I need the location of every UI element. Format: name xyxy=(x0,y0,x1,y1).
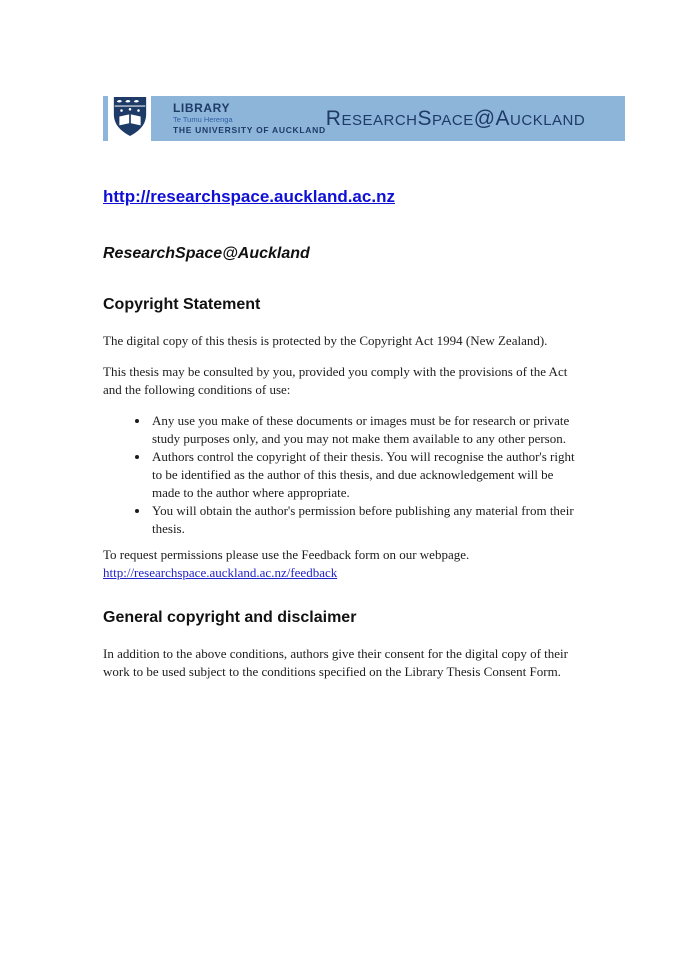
conditions-list xyxy=(103,412,581,538)
site-title: ResearchSpace@Auckland xyxy=(103,245,310,262)
general-copyright-heading: General copyright and disclaimer xyxy=(103,609,357,626)
condition-item-research-use: • Any use you make of these documents or images must be for research or private study purposes only, and you may not make them available to any other person. xyxy=(150,412,581,448)
researchspace-url-link[interactable]: http://researchspace.auckland.ac.nz xyxy=(103,187,395,206)
feedback-url-link[interactable]: http://researchspace.auckland.ac.nz/feedback xyxy=(103,565,338,580)
maori-name: Te Tumu Herenga xyxy=(173,114,233,124)
conditions-paragraph: This thesis may be consulted by you, provided you comply with the provisions of the Act and the following conditions of use: xyxy=(103,364,568,397)
permissions-text: To request permissions please use the Feedback form on our webpage. xyxy=(103,547,470,562)
copyright-intro-paragraph: The digital copy of this thesis is protected by the Copyright Act 1994 (New Zealand). xyxy=(103,333,548,348)
document-content xyxy=(103,0,581,681)
university-label: THE UNIVERSITY OF AUCKLAND xyxy=(173,124,326,135)
condition-item-author-rights: • Authors control the copyright of their thesis. You will recognise the author's right to be identified as the author of this thesis, and due acknowledgement will be made to the author where appropriate. xyxy=(150,448,581,502)
permissions-paragraph xyxy=(103,546,581,582)
copyright-statement-heading: Copyright Statement xyxy=(103,296,261,313)
library-label: LIBRARY xyxy=(173,101,231,116)
researchspace-brand: ResearchSpace@Auckland xyxy=(325,106,586,130)
disclaimer-paragraph: In addition to the above conditions, authors give their consent for the digital copy of their work to be used subject to the conditions specified on the Library Thesis Consent Form. xyxy=(103,646,568,679)
condition-item-permission: • You will obtain the author's permission before publishing any material from their thesis. xyxy=(150,502,581,538)
